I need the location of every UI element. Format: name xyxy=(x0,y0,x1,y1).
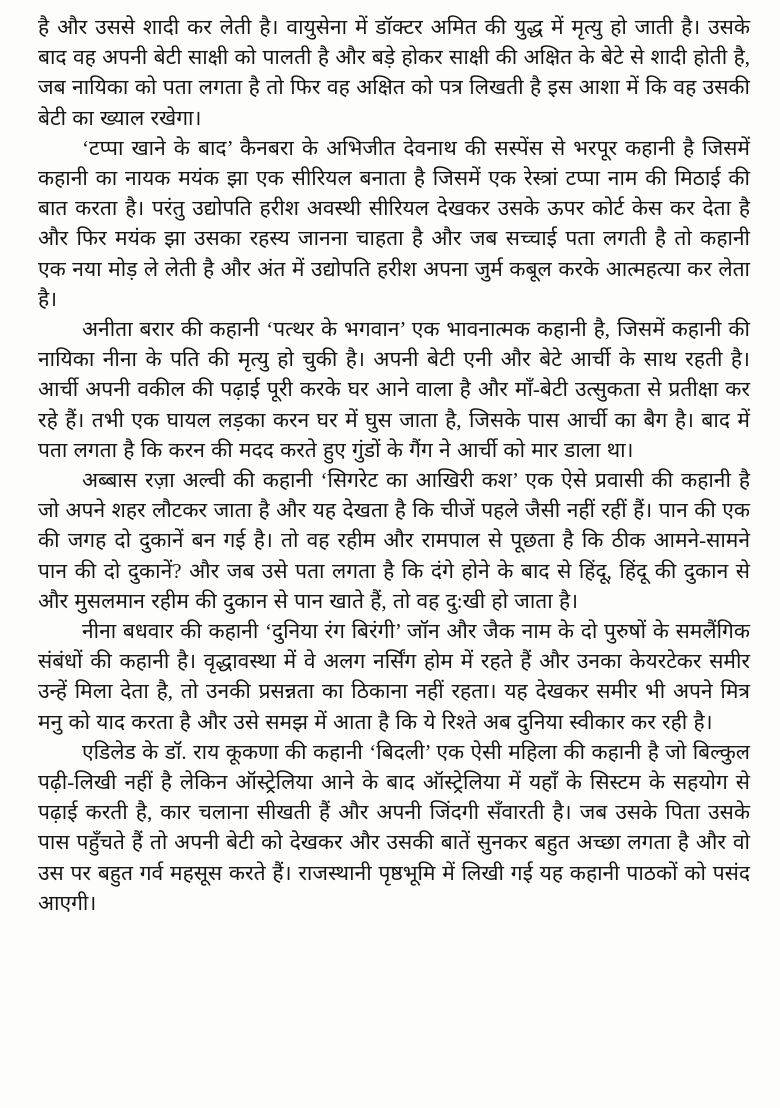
paragraph: नीना बधवार की कहानी ‘दुनिया रंग बिरंगी’ जॉन और जैक नाम के दो पुरुषों के समलैंगिक संबंधों की कहानी है। वृद्धावस्था में वे अलग नर्सिंग होम में रहते हैं और उनका केयरटेकर समीर उन्हें मिला देता है, तो उनकी प्रसन्नता का ठिकाना नहीं रहता। यह देखकर समीर भी अपने मित्र मनु को याद करता है और उसे समझ में आता है कि ये रिश्ते अब दुनिया स्वीकार कर रही है। xyxy=(38,619,750,734)
paragraph: अनीता बरार की कहानी ‘पत्थर के भगवान’ एक भावनात्मक कहानी है, जिसमें कहानी की नायिका नीना के पति की मृत्यु हो चुकी है। अपनी बेटी एनी और बेटे आर्ची के साथ रहती है। आर्ची अपनी वकील की पढ़ाई पूरी करके घर आने वाला है और माँ-बेटी उत्सुकता से प्रतीक्षा कर रहे हैं। तभी एक घायल लड़का करन घर में घुस जाता है, जिसके पास आर्ची का बैग है। बाद में पता लगता है कि करन की मदद करते हुए गुंडों के गैंग ने आर्ची को मार डाला था। xyxy=(38,317,750,462)
paragraph: है और उससे शादी कर लेती है। वायुसेना में डॉक्टर अमित की युद्ध में मृत्यु हो जाती है। उसके बाद वह अपनी बेटी साक्षी को पालती है और बड़े होकर साक्षी की अक्षित के बेटे से शादी होती है, जब नायिका को पता लगता है तो फिर वह अक्षित को पत्र लिखती है इस आशा में कि वह उसकी बेटी का ख्याल रखेगा। xyxy=(38,15,750,130)
paragraph: एडिलेड के डॉ. राय कूकणा की कहानी ‘बिदली’ एक ऐसी महिला की कहानी है जो बिल्कुल पढ़ी-लिखी नहीं है लेकिन ऑस्ट्रेलिया आने के बाद ऑस्ट्रेलिया में यहाँ के सिस्टम के सहयोग से पढ़ाई करती है, कार चलाना सीखती हैं और अपनी जिंदगी सँवारती है। जब उसके पिता उसके पास पहुँचते हैं तो अपनी बेटी को देखकर और उसकी बातें सुनकर बहुत अच्छा लगता है और वो उस पर बहुत गर्व महसूस करते हैं। राजस्थानी पृष्ठभूमि में लिखी गई यह कहानी पाठकों को पसंद आएगी। xyxy=(38,739,750,915)
paragraph: अब्बास रज़ा अल्वी की कहानी ‘सिगरेट का आखिरी कश’ एक ऐसे प्रवासी की कहानी है जो अपने शहर लौटकर जाता है और यह देखता है कि चीजें पहले जैसी नहीं रहीं हैं। पान की एक की जगह दो दुकानें बन गई है। तो वह रहीम और रामपाल से पूछता है कि ठीक आमने-सामने पान की दो दुकानें? और जब उसे पता लगता है कि दंगे होने के बाद से हिंदू, हिंदू की दुकान से और मुसलमान रहीम की दुकान से पान खाते हैं, तो वह दु:खी हो जाता है। xyxy=(38,468,750,613)
paragraph: ‘टप्पा खाने के बाद’ कैनबरा के अभिजीत देवनाथ की सस्पेंस से भरपूर कहानी है जिसमें कहानी का नायक मयंक झा एक सीरियल बनाता है जिसमें एक रेस्त्रां टप्पा नाम की मिठाई की बात करता है। परंतु उद्योपति हरीश अवस्थी सीरियल देखकर उसके ऊपर कोर्ट केस कर देता है और फिर मयंक झा उसका रहस्य जानना चाहता है और जब सच्चाई पता लगती है तो कहानी एक नया मोड़ ले लेती है और अंत में उद्योपति हरीश अपना जुर्म कबूल करके आत्महत्या कर लेता है। xyxy=(38,135,750,311)
